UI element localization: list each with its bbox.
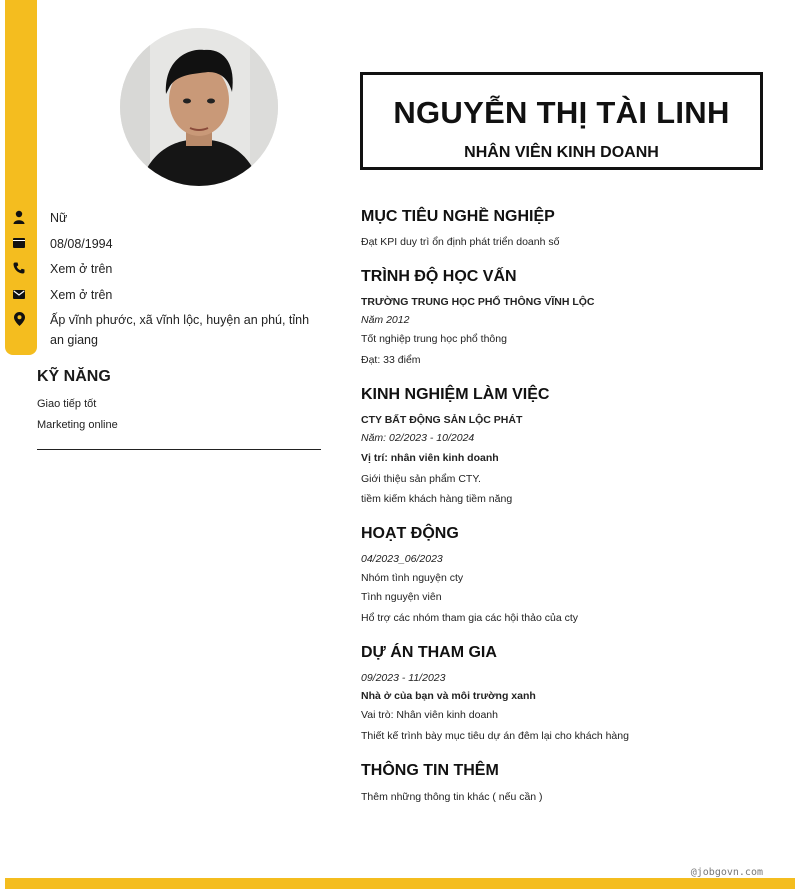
project-description: Thiết kế trình bày mục tiêu dự án đêm lại cho khách hàng (361, 730, 629, 742)
experience-position: Vị trí: nhân viên kinh doanh (361, 452, 499, 464)
project-name: Nhà ở của bạn và môi trường xanh (361, 690, 536, 702)
extra-info-text: Thêm những thông tin khác ( nếu cần ) (361, 791, 543, 803)
education-degree: Tốt nghiệp trung học phổ thông (361, 333, 507, 345)
section-extra-info (361, 761, 771, 803)
phone-text: Xem ở trên (50, 262, 113, 276)
contact-gender (10, 208, 315, 228)
activities-period: 04/2023_06/2023 (361, 553, 443, 565)
education-score: Đạt: 33 điểm (361, 354, 421, 366)
name-header-box (360, 72, 763, 170)
avatar (120, 28, 278, 186)
skill-item: Marketing online (37, 419, 118, 431)
full-name: NGUYỄN THỊ TÀI LINH (393, 95, 730, 130)
birthdate-text: 08/08/1994 (50, 237, 113, 251)
activity-line: Hổ trợ các nhóm tham gia các hội thảo của cty (361, 612, 578, 624)
education-heading: TRÌNH ĐỘ HỌC VẤN (361, 268, 517, 285)
section-education (361, 267, 771, 366)
email-text: Xem ở trên (50, 288, 113, 302)
activity-line: Tình nguyện viên (361, 591, 442, 603)
section-projects (361, 643, 771, 742)
phone-icon (10, 259, 28, 277)
project-period: 09/2023 - 11/2023 (361, 672, 446, 684)
experience-heading: KINH NGHIỆM LÀM VIỆC (361, 386, 550, 403)
objective-text: Đạt KPI duy trì ổn định phát triển doanh số (361, 236, 560, 248)
job-title: NHÂN VIÊN KINH DOANH (454, 144, 669, 164)
calendar-icon (10, 234, 28, 252)
job-title-wrapper (363, 141, 760, 161)
watermark: @jobgovn.com (690, 867, 763, 878)
location-pin-icon (10, 310, 28, 328)
contact-email (10, 285, 315, 305)
projects-heading: DỰ ÁN THAM GIA (361, 644, 497, 661)
gender-text: Nữ (50, 211, 68, 225)
contact-address (10, 310, 315, 350)
education-year: Năm 2012 (361, 314, 410, 326)
contact-phone (10, 259, 315, 279)
activities-heading: HOẠT ĐỘNG (361, 525, 459, 542)
experience-period: Năm: 02/2023 - 10/2024 (361, 432, 475, 444)
section-experience (361, 385, 771, 505)
footer-accent-bar (5, 878, 795, 889)
mail-icon (10, 285, 28, 303)
section-activities (361, 524, 771, 624)
experience-duty: Giới thiệu sản phẩm CTY. (361, 473, 481, 485)
project-role: Vai trò: Nhân viên kinh doanh (361, 709, 498, 721)
skill-item: Giao tiếp tốt (37, 398, 97, 410)
divider (37, 449, 321, 450)
school-name: TRƯỜNG TRUNG HỌC PHỔ THÔNG VĨNH LỘC (361, 296, 595, 308)
contact-birthdate (10, 234, 315, 254)
extra-info-heading: THÔNG TIN THÊM (361, 762, 499, 779)
activity-line: Nhóm tình nguyện cty (361, 572, 464, 584)
section-objective (361, 207, 771, 248)
skills-heading: KỸ NĂNG (37, 368, 111, 385)
experience-duty: tiềm kiếm khách hàng tiềm năng (361, 493, 513, 505)
objective-heading: MỤC TIÊU NGHỀ NGHIỆP (361, 208, 555, 225)
person-icon (10, 208, 28, 226)
address-text: Ấp vĩnh phước, xã vĩnh lộc, huyện an phú, tỉnh an giang (50, 313, 310, 347)
company-name: CTY BẤT ĐỘNG SẢN LỘC PHÁT (361, 414, 523, 426)
